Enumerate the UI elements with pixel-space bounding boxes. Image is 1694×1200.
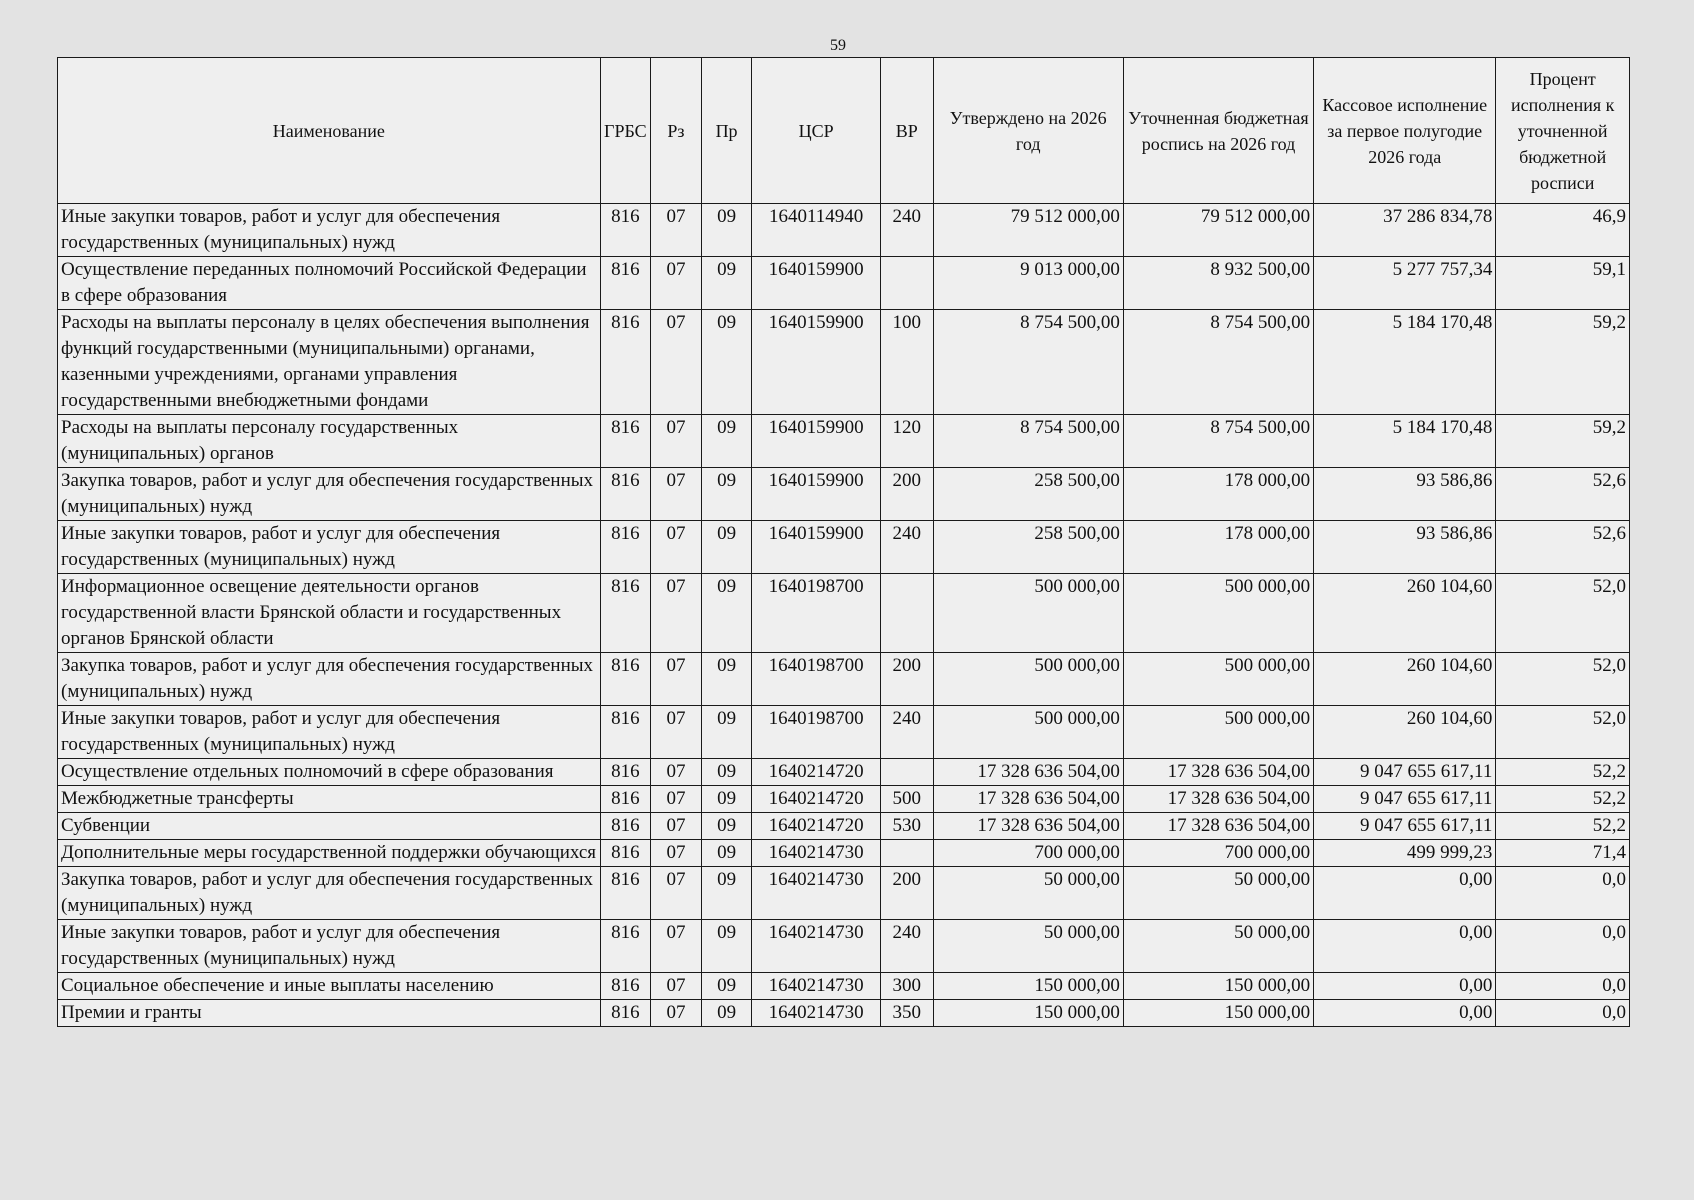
table-row (58, 204, 1630, 257)
row-approved: 50 000,00 (933, 867, 1123, 920)
row-percent: 52,2 (1496, 759, 1630, 786)
header-csr: ЦСР (752, 58, 881, 204)
row-grbs: 816 (600, 415, 651, 468)
row-approved: 150 000,00 (933, 1000, 1123, 1027)
row-cash: 260 104,60 (1314, 653, 1496, 706)
row-refined: 8 754 500,00 (1123, 310, 1313, 415)
row-name: Закупка товаров, работ и услуг для обеспечения государственных (муниципальных) нужд (58, 468, 601, 521)
row-rz: 07 (651, 310, 702, 415)
row-name: Иные закупки товаров, работ и услуг для обеспечения государственных (муниципальных) нужд (58, 204, 601, 257)
header-vr: ВР (880, 58, 933, 204)
row-vr: 200 (880, 653, 933, 706)
row-grbs: 816 (600, 813, 651, 840)
row-rz: 07 (651, 759, 702, 786)
table-row (58, 521, 1630, 574)
header-name: Наименование (58, 58, 601, 204)
row-rz: 07 (651, 257, 702, 310)
row-refined: 17 328 636 504,00 (1123, 786, 1313, 813)
row-refined: 79 512 000,00 (1123, 204, 1313, 257)
row-percent: 59,2 (1496, 310, 1630, 415)
table-header-row (58, 58, 1630, 204)
row-csr: 1640159900 (752, 415, 881, 468)
row-rz: 07 (651, 415, 702, 468)
budget-table (57, 57, 1630, 1027)
row-pr: 09 (701, 786, 752, 813)
header-pr: Пр (701, 58, 752, 204)
row-percent: 52,6 (1496, 521, 1630, 574)
row-csr: 1640159900 (752, 521, 881, 574)
table-row (58, 840, 1630, 867)
row-approved: 79 512 000,00 (933, 204, 1123, 257)
row-percent: 59,2 (1496, 415, 1630, 468)
row-csr: 1640159900 (752, 310, 881, 415)
row-rz: 07 (651, 653, 702, 706)
row-cash: 9 047 655 617,11 (1314, 759, 1496, 786)
row-name: Межбюджетные трансферты (58, 786, 601, 813)
row-vr: 500 (880, 786, 933, 813)
row-grbs: 816 (600, 204, 651, 257)
row-name: Иные закупки товаров, работ и услуг для обеспечения государственных (муниципальных) нужд (58, 521, 601, 574)
row-percent: 59,1 (1496, 257, 1630, 310)
row-refined: 178 000,00 (1123, 468, 1313, 521)
row-cash: 5 184 170,48 (1314, 310, 1496, 415)
row-rz: 07 (651, 574, 702, 653)
row-csr: 1640214720 (752, 786, 881, 813)
row-vr (880, 257, 933, 310)
row-csr: 1640198700 (752, 574, 881, 653)
row-rz: 07 (651, 840, 702, 867)
header-approved: Утверждено на 2026 год (933, 58, 1123, 204)
row-approved: 150 000,00 (933, 973, 1123, 1000)
row-approved: 8 754 500,00 (933, 415, 1123, 468)
table-row (58, 415, 1630, 468)
row-grbs: 816 (600, 973, 651, 1000)
row-refined: 500 000,00 (1123, 574, 1313, 653)
row-name: Премии и гранты (58, 1000, 601, 1027)
row-vr: 240 (880, 204, 933, 257)
row-pr: 09 (701, 257, 752, 310)
row-percent: 52,2 (1496, 786, 1630, 813)
row-rz: 07 (651, 706, 702, 759)
table-row (58, 759, 1630, 786)
row-csr: 1640159900 (752, 468, 881, 521)
row-csr: 1640214730 (752, 840, 881, 867)
row-pr: 09 (701, 840, 752, 867)
row-refined: 500 000,00 (1123, 653, 1313, 706)
table-row (58, 813, 1630, 840)
row-cash: 260 104,60 (1314, 574, 1496, 653)
row-pr: 09 (701, 415, 752, 468)
row-pr: 09 (701, 813, 752, 840)
row-percent: 52,2 (1496, 813, 1630, 840)
row-approved: 258 500,00 (933, 468, 1123, 521)
row-rz: 07 (651, 204, 702, 257)
row-vr (880, 574, 933, 653)
row-rz: 07 (651, 867, 702, 920)
row-percent: 52,0 (1496, 653, 1630, 706)
row-percent: 71,4 (1496, 840, 1630, 867)
row-cash: 260 104,60 (1314, 706, 1496, 759)
row-refined: 8 754 500,00 (1123, 415, 1313, 468)
row-cash: 0,00 (1314, 973, 1496, 1000)
row-approved: 258 500,00 (933, 521, 1123, 574)
row-percent: 52,0 (1496, 574, 1630, 653)
table-row (58, 653, 1630, 706)
row-refined: 150 000,00 (1123, 1000, 1313, 1027)
row-grbs: 816 (600, 653, 651, 706)
table-body (58, 204, 1630, 1027)
row-vr: 530 (880, 813, 933, 840)
row-refined: 17 328 636 504,00 (1123, 813, 1313, 840)
row-pr: 09 (701, 1000, 752, 1027)
row-pr: 09 (701, 706, 752, 759)
row-grbs: 816 (600, 786, 651, 813)
row-name: Иные закупки товаров, работ и услуг для обеспечения государственных (муниципальных) нужд (58, 706, 601, 759)
row-pr: 09 (701, 204, 752, 257)
row-pr: 09 (701, 521, 752, 574)
row-grbs: 816 (600, 1000, 651, 1027)
row-grbs: 816 (600, 759, 651, 786)
row-vr: 240 (880, 521, 933, 574)
row-refined: 17 328 636 504,00 (1123, 759, 1313, 786)
row-rz: 07 (651, 920, 702, 973)
row-percent: 52,6 (1496, 468, 1630, 521)
row-csr: 1640114940 (752, 204, 881, 257)
table-row (58, 574, 1630, 653)
header-cash: Кассовое исполнение за первое полугодие 2026 года (1314, 58, 1496, 204)
row-grbs: 816 (600, 521, 651, 574)
row-name: Субвенции (58, 813, 601, 840)
row-grbs: 816 (600, 574, 651, 653)
header-rz: Рз (651, 58, 702, 204)
row-pr: 09 (701, 574, 752, 653)
row-rz: 07 (651, 1000, 702, 1027)
row-csr: 1640198700 (752, 706, 881, 759)
row-cash: 93 586,86 (1314, 521, 1496, 574)
row-grbs: 816 (600, 310, 651, 415)
row-percent: 0,0 (1496, 920, 1630, 973)
header-percent: Процент исполнения к уточненной бюджетной росписи (1496, 58, 1630, 204)
row-pr: 09 (701, 973, 752, 1000)
row-refined: 500 000,00 (1123, 706, 1313, 759)
row-percent: 46,9 (1496, 204, 1630, 257)
table-row (58, 920, 1630, 973)
row-name: Закупка товаров, работ и услуг для обеспечения государственных (муниципальных) нужд (58, 653, 601, 706)
row-name: Осуществление отдельных полномочий в сфере образования (58, 759, 601, 786)
row-approved: 500 000,00 (933, 574, 1123, 653)
row-cash: 499 999,23 (1314, 840, 1496, 867)
row-vr: 300 (880, 973, 933, 1000)
row-vr: 120 (880, 415, 933, 468)
row-csr: 1640214730 (752, 973, 881, 1000)
row-vr (880, 759, 933, 786)
row-rz: 07 (651, 521, 702, 574)
table-row (58, 786, 1630, 813)
row-rz: 07 (651, 468, 702, 521)
row-pr: 09 (701, 653, 752, 706)
row-name: Социальное обеспечение и иные выплаты населению (58, 973, 601, 1000)
row-cash: 0,00 (1314, 867, 1496, 920)
page-number: 59 (830, 37, 846, 54)
table-row (58, 310, 1630, 415)
row-approved: 700 000,00 (933, 840, 1123, 867)
row-approved: 17 328 636 504,00 (933, 786, 1123, 813)
header-refined: Уточненная бюджетная роспись на 2026 год (1123, 58, 1313, 204)
row-vr: 100 (880, 310, 933, 415)
row-approved: 17 328 636 504,00 (933, 759, 1123, 786)
row-cash: 9 047 655 617,11 (1314, 813, 1496, 840)
row-name: Закупка товаров, работ и услуг для обеспечения государственных (муниципальных) нужд (58, 867, 601, 920)
row-name: Расходы на выплаты персоналу государственных (муниципальных) органов (58, 415, 601, 468)
row-percent: 0,0 (1496, 1000, 1630, 1027)
table-row (58, 257, 1630, 310)
row-vr: 240 (880, 920, 933, 973)
row-refined: 700 000,00 (1123, 840, 1313, 867)
row-csr: 1640214720 (752, 759, 881, 786)
row-grbs: 816 (600, 920, 651, 973)
row-percent: 52,0 (1496, 706, 1630, 759)
row-name: Расходы на выплаты персоналу в целях обеспечения выполнения функций государственными (муниципальными) органами, казенными учреждениями, органами управления государственными внебюджетными фондами (58, 310, 601, 415)
row-approved: 500 000,00 (933, 653, 1123, 706)
row-percent: 0,0 (1496, 867, 1630, 920)
row-csr: 1640198700 (752, 653, 881, 706)
row-vr: 350 (880, 1000, 933, 1027)
row-pr: 09 (701, 468, 752, 521)
row-approved: 9 013 000,00 (933, 257, 1123, 310)
row-approved: 50 000,00 (933, 920, 1123, 973)
row-rz: 07 (651, 973, 702, 1000)
row-pr: 09 (701, 759, 752, 786)
table-row (58, 973, 1630, 1000)
row-approved: 8 754 500,00 (933, 310, 1123, 415)
table-row (58, 468, 1630, 521)
row-name: Иные закупки товаров, работ и услуг для обеспечения государственных (муниципальных) нужд (58, 920, 601, 973)
row-csr: 1640159900 (752, 257, 881, 310)
row-csr: 1640214730 (752, 1000, 881, 1027)
row-rz: 07 (651, 786, 702, 813)
row-name: Информационное освещение деятельности органов государственной власти Брянской области и государственных органов Брянской области (58, 574, 601, 653)
row-vr: 240 (880, 706, 933, 759)
row-csr: 1640214730 (752, 920, 881, 973)
row-refined: 150 000,00 (1123, 973, 1313, 1000)
row-cash: 5 277 757,34 (1314, 257, 1496, 310)
row-refined: 8 932 500,00 (1123, 257, 1313, 310)
table-row (58, 1000, 1630, 1027)
row-cash: 37 286 834,78 (1314, 204, 1496, 257)
row-grbs: 816 (600, 257, 651, 310)
row-csr: 1640214720 (752, 813, 881, 840)
row-approved: 500 000,00 (933, 706, 1123, 759)
row-refined: 50 000,00 (1123, 867, 1313, 920)
row-vr: 200 (880, 867, 933, 920)
table-row (58, 867, 1630, 920)
row-pr: 09 (701, 310, 752, 415)
row-cash: 5 184 170,48 (1314, 415, 1496, 468)
row-pr: 09 (701, 920, 752, 973)
row-approved: 17 328 636 504,00 (933, 813, 1123, 840)
row-refined: 50 000,00 (1123, 920, 1313, 973)
row-cash: 0,00 (1314, 1000, 1496, 1027)
row-pr: 09 (701, 867, 752, 920)
header-grbs: ГРБС (600, 58, 651, 204)
row-name: Дополнительные меры государственной поддержки обучающихся (58, 840, 601, 867)
row-percent: 0,0 (1496, 973, 1630, 1000)
row-vr: 200 (880, 468, 933, 521)
row-grbs: 816 (600, 840, 651, 867)
row-cash: 0,00 (1314, 920, 1496, 973)
table-row (58, 706, 1630, 759)
row-csr: 1640214730 (752, 867, 881, 920)
row-grbs: 816 (600, 867, 651, 920)
row-grbs: 816 (600, 706, 651, 759)
row-cash: 9 047 655 617,11 (1314, 786, 1496, 813)
row-cash: 93 586,86 (1314, 468, 1496, 521)
row-rz: 07 (651, 813, 702, 840)
row-name: Осуществление переданных полномочий Российской Федерации в сфере образования (58, 257, 601, 310)
row-refined: 178 000,00 (1123, 521, 1313, 574)
row-grbs: 816 (600, 468, 651, 521)
row-vr (880, 840, 933, 867)
